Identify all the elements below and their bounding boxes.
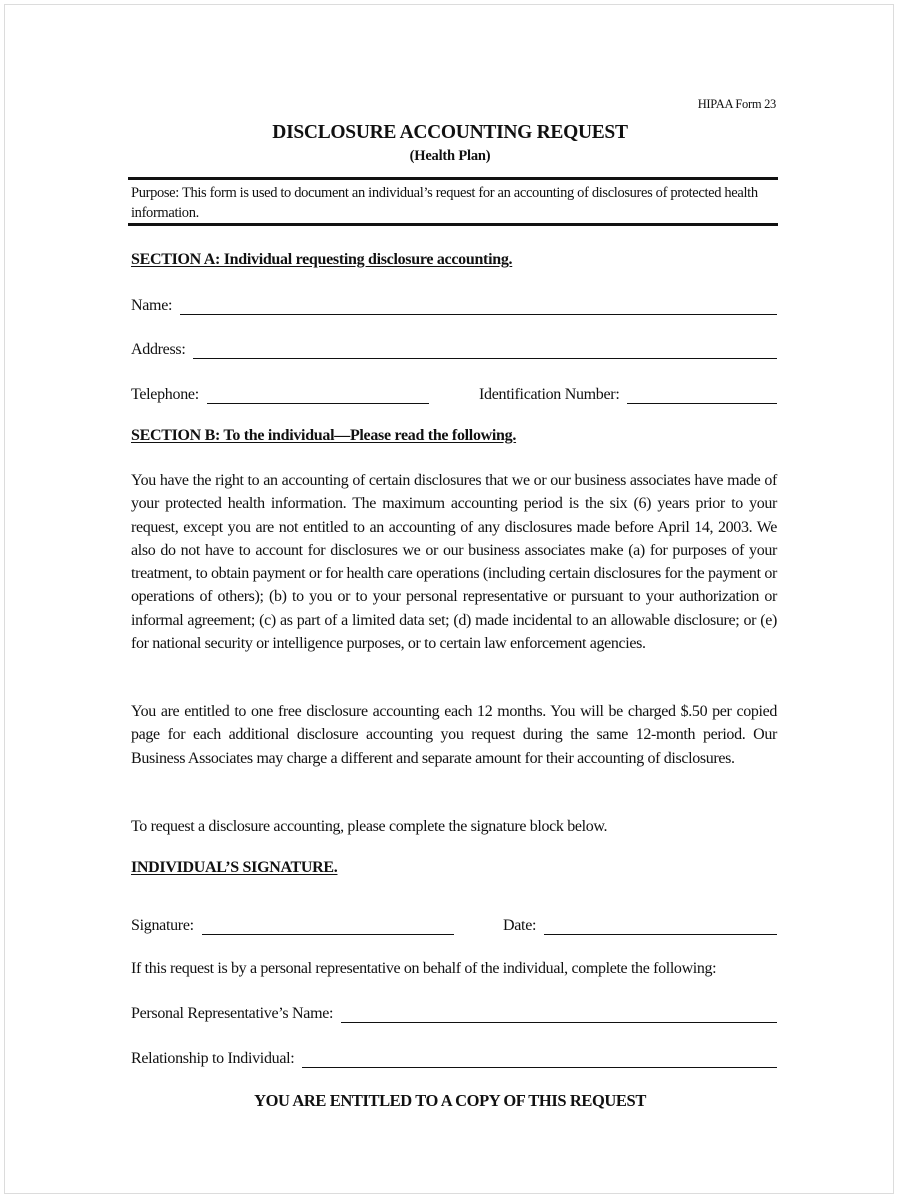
- purpose-bottom-rule: [128, 223, 778, 226]
- date-field-row: [503, 913, 777, 935]
- purpose-top-rule: [128, 177, 778, 180]
- date-input[interactable]: [544, 918, 777, 935]
- representative-name-field-row: [131, 1001, 777, 1023]
- telephone-field-row: [131, 382, 429, 404]
- signature-label: Signature:: [131, 917, 194, 934]
- copy-entitlement-notice: YOU ARE ENTITLED TO A COPY OF THIS REQUEST: [254, 1091, 646, 1110]
- form-number: HIPAA Form 23: [697, 97, 776, 111]
- name-input[interactable]: [180, 298, 777, 315]
- representative-name-input[interactable]: [341, 1006, 777, 1023]
- signature-heading: INDIVIDUAL’S SIGNATURE.: [131, 859, 338, 876]
- telephone-input[interactable]: [207, 387, 429, 404]
- section-a-heading: SECTION A: Individual requesting disclosure accounting.: [131, 251, 513, 268]
- identification-number-input[interactable]: [627, 387, 777, 404]
- representative-note: If this request is by a personal representative on behalf of the individual, complete the following:: [131, 960, 717, 977]
- relationship-input[interactable]: [302, 1051, 777, 1068]
- representative-name-label: Personal Representative’s Name:: [131, 1005, 334, 1022]
- address-label: Address:: [131, 341, 186, 358]
- identification-number-field-row: [479, 382, 777, 404]
- name-field-row: [131, 293, 777, 315]
- rights-paragraph: You have the right to an accounting of certain disclosures that we or our business associates have made of your protected health information. The maximum accounting period is the six (6) years prior to your request, except you are not entitled to an accounting of any disclosures made before April 14, 2003. We also do not have to account for disclosures we or our business associates make (a) for purposes of your treatment, to obtain payment or for health care operations (including certain disclosures for the payment or operations of others); (b) to you or to your personal representative or pursuant to your authorization or informal agreement; (c) as part of a limited data set; (d) made incidental to an allowable disclosure; or (e) for national security or intelligence purposes, or to certain law enforcement agencies.: [131, 472, 777, 653]
- telephone-label: Telephone:: [131, 386, 199, 403]
- instructions-paragraph: To request a disclosure accounting, please complete the signature block below.: [131, 818, 608, 835]
- purpose-text: Purpose: This form is used to document an individual’s request for an accounting of disclosures of protected health information.: [131, 185, 758, 221]
- signature-field-row: [131, 913, 454, 935]
- signature-input[interactable]: [202, 918, 454, 935]
- document-title: DISCLOSURE ACCOUNTING REQUEST: [272, 122, 628, 143]
- name-label: Name:: [131, 297, 173, 314]
- section-b-heading: SECTION B: To the individual—Please read the following.: [131, 427, 517, 444]
- date-label: Date:: [503, 917, 537, 934]
- document-subtitle: (Health Plan): [409, 148, 491, 164]
- fees-paragraph: You are entitled to one free disclosure accounting each 12 months. You will be charged $.50 per copied page for each additional disclosure accounting you request during the same 12-month period. Our Business Associates may charge a different and separate amount for their accounting of disclosures.: [131, 703, 777, 767]
- address-field-row: [131, 337, 777, 359]
- relationship-label: Relationship to Individual:: [131, 1050, 295, 1067]
- relationship-field-row: [131, 1046, 777, 1068]
- address-input[interactable]: [193, 342, 777, 359]
- identification-number-label: Identification Number:: [479, 386, 620, 403]
